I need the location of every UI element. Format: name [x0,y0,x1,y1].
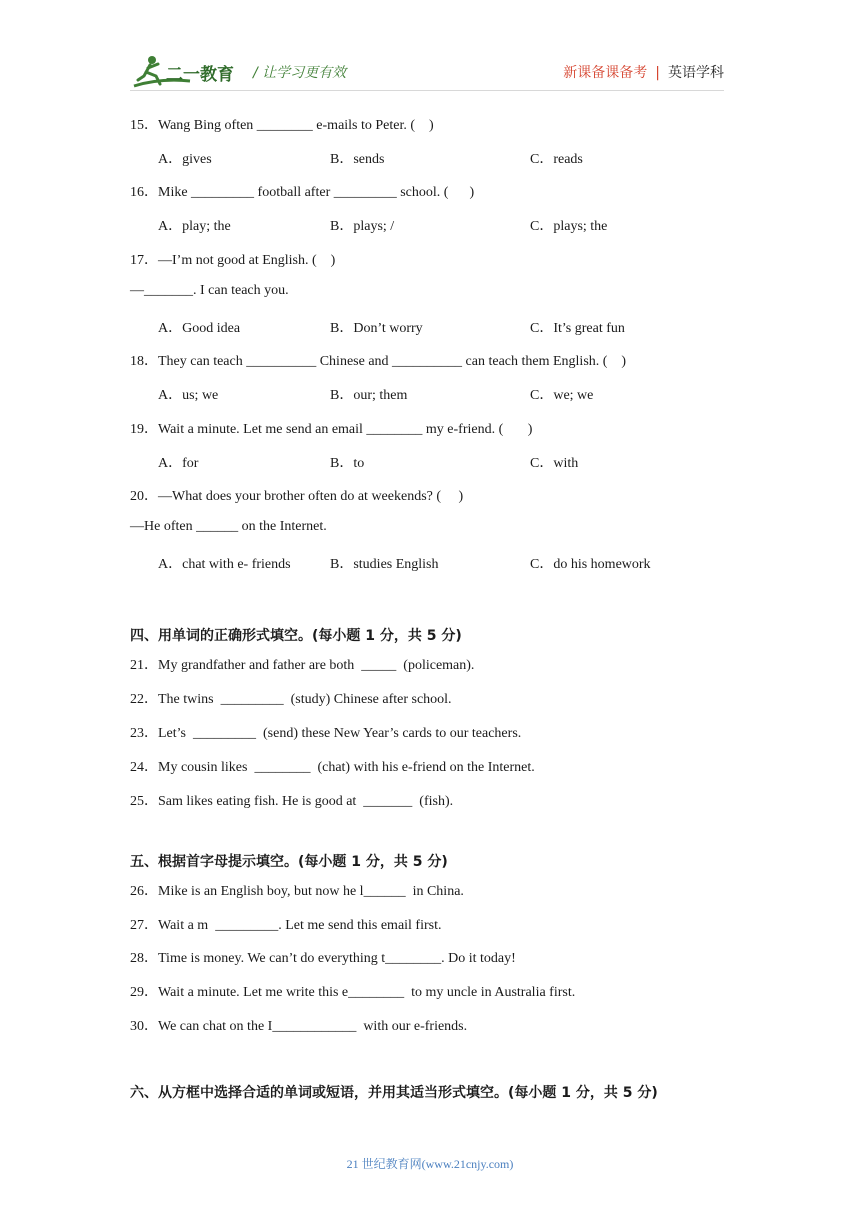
option-a: A．play; the [158,219,231,234]
option-c: C．reads [530,152,583,167]
option-a: A．chat with e- friends [158,557,291,572]
option-c: C．plays; the [530,219,608,234]
subject-label: 英语学科 [668,65,724,81]
option-b: B．plays; / [330,219,395,234]
option-b: B．Don’t worry [330,321,423,336]
question-stem: 15．Wang Bing often ________ e-mails to Peter. ( ) [130,118,434,133]
page-header [0,0,860,100]
question-stem: 17．—I’m not good at English. ( ) [130,253,336,268]
fill-item: 21．My grandfather and father are both _____ (policeman). [130,658,475,673]
header-divider [130,90,724,91]
section-title: 六、从方框中选择合适的单词或短语，并用其适当形式填空。(每小题 1 分，共 5 分) [130,1085,658,1101]
option-a: A．Good idea [158,321,241,336]
option-c: C．do his homework [530,557,651,572]
fill-item: 29．Wait a minute. Let me write this e________ to my uncle in Australia first. [130,985,576,1000]
option-a: A．for [158,456,199,471]
question-stem: 16．Mike _________ football after _________ school. ( ) [130,185,475,200]
option-c: C．It’s great fun [530,321,625,336]
footer-link[interactable]: 21 世纪教育网(www.21cnjy.com) [346,1157,514,1171]
fill-item: 24．My cousin likes ________ (chat) with his e-friend on the Internet. [130,760,535,775]
svg-text:二一教育: 二一教育 [166,65,234,85]
question-stem: 18．They can teach __________ Chinese and __________ can teach them English. ( ) [130,354,627,369]
section-title: 五、根据首字母提示填空。(每小题 1 分，共 5 分) [130,854,448,870]
fill-item: 25．Sam likes eating fish. He is good at _______ (fish). [130,794,454,809]
question-stem-2: —_______. I can teach you. [130,283,289,298]
logo-icon [130,50,245,92]
fill-item: 26．Mike is an English boy, but now he l______ in China. [130,884,464,899]
question-stem: 20．—What does your brother often do at weekends? ( ) [130,489,464,504]
option-b: B．to [330,456,365,471]
option-a: A．gives [158,152,212,167]
slogan: / 让学习更有效 [253,65,347,81]
header-right [563,62,724,82]
option-c: C．we; we [530,388,594,403]
question-stem: 19．Wait a minute. Let me send an email ________ my e-friend. ( ) [130,422,533,437]
question-stem-2: —He often ______ on the Internet. [130,519,327,534]
option-b: B．sends [330,152,385,167]
fill-item: 28．Time is money. We can’t do everything t________. Do it today! [130,951,516,966]
option-b: B．studies English [330,557,439,572]
fill-item: 23．Let’s _________ (send) these New Year’s cards to our teachers. [130,726,522,741]
header-separator: | [655,65,660,81]
fill-item: 30．We can chat on the I____________ with our e-friends. [130,1019,468,1034]
option-c: C．with [530,456,579,471]
fill-item: 22．The twins _________ (study) Chinese after school. [130,692,452,707]
section-title: 四、用单词的正确形式填空。(每小题 1 分，共 5 分) [130,628,462,644]
option-b: B．our; them [330,388,408,403]
option-a: A．us; we [158,388,219,403]
course-label: 新课备课备考 [563,65,648,81]
fill-item: 27．Wait a m _________. Let me send this email first. [130,918,442,933]
